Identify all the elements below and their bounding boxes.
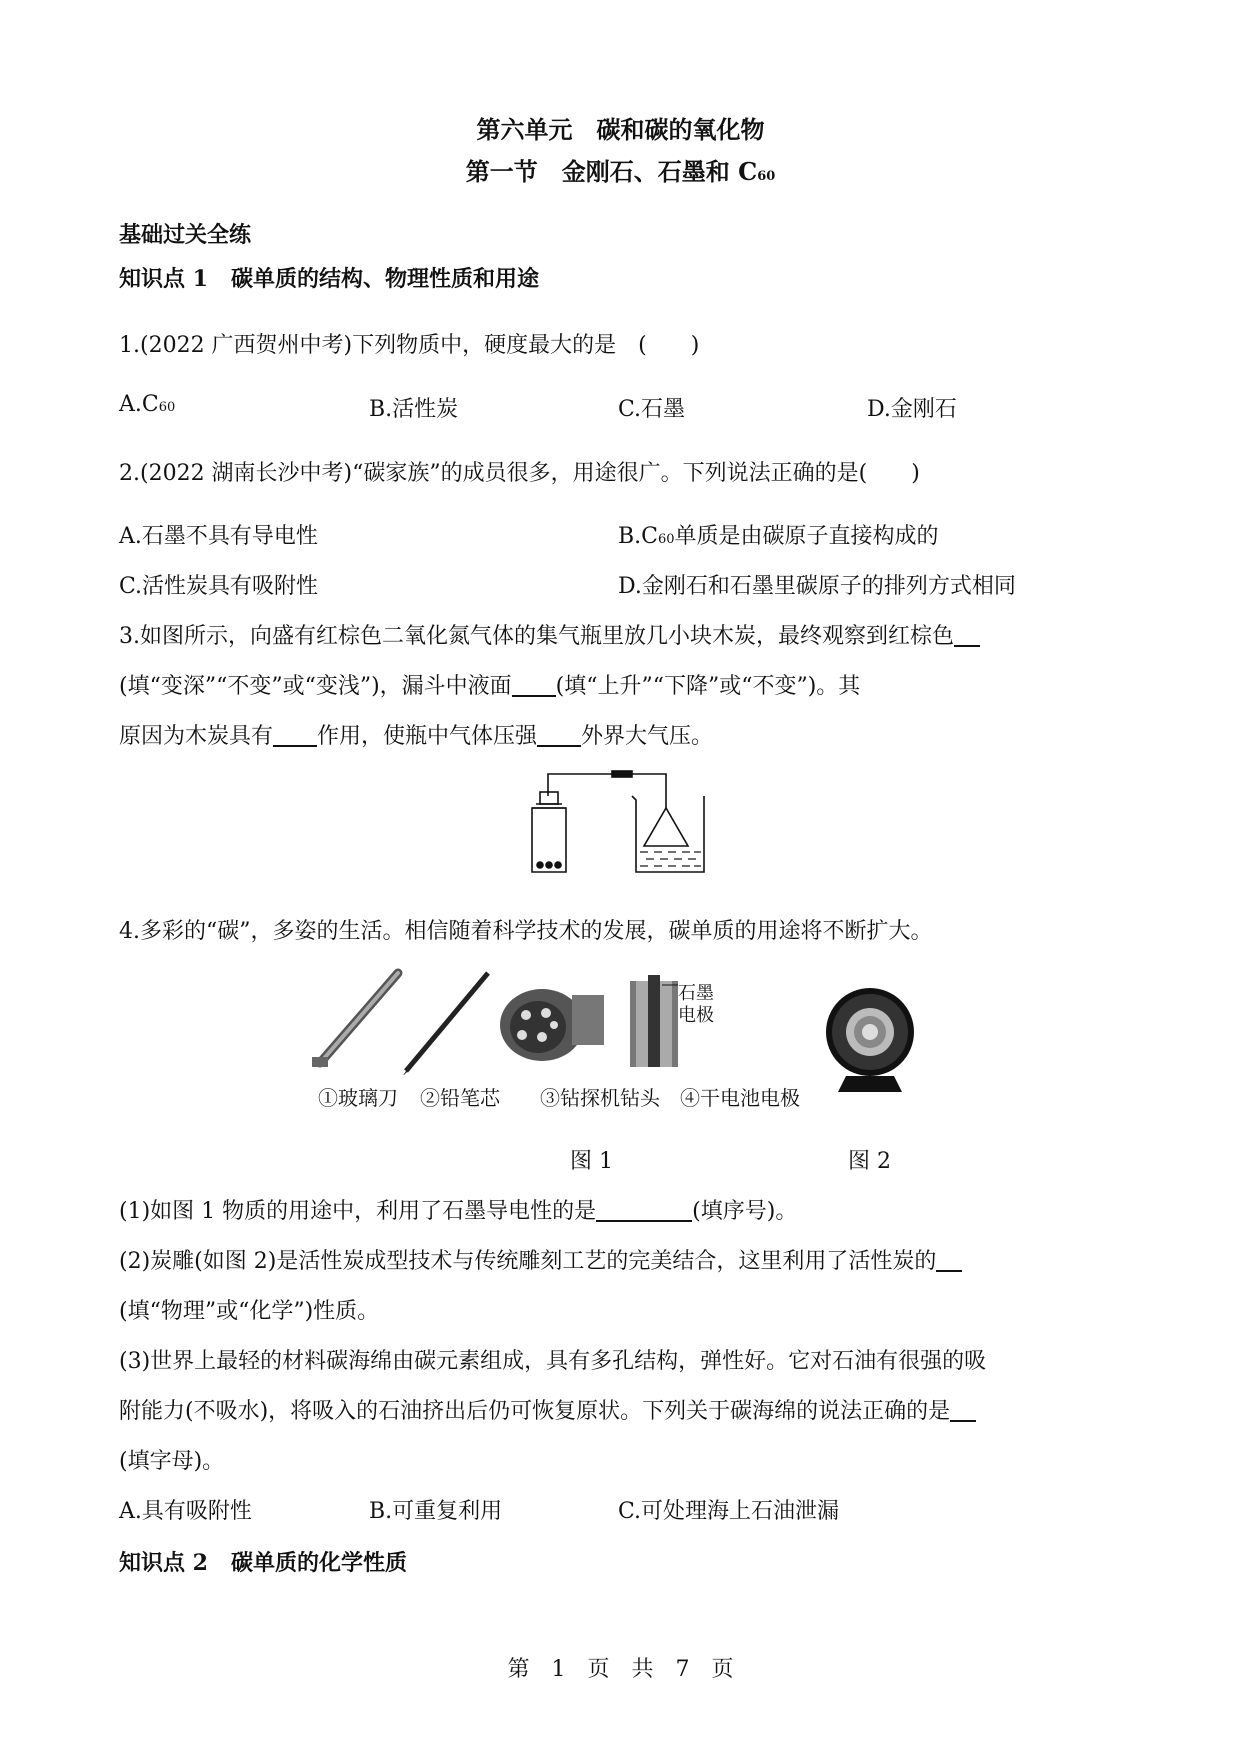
charcoal-piece	[537, 862, 543, 868]
knowledge-point-2	[119, 1546, 407, 1577]
graphite-label-1: 石墨	[678, 983, 714, 1004]
knowledge-point-1	[119, 262, 539, 293]
q4-blank-2[interactable]	[936, 1248, 962, 1272]
q3-blank-4[interactable]	[537, 723, 581, 747]
pencil-icon	[402, 973, 488, 1075]
figure-1-item-1: ①玻璃刀	[318, 1086, 398, 1110]
section-title-main: 第一节 金刚石、石墨和 C	[465, 157, 758, 186]
q1-option-a: A.C60	[119, 392, 176, 417]
kp1-label: 知识点 1	[119, 266, 208, 292]
question-3-line-2: (填“变深”“不变”或“变浅”)，漏斗中液面 (填“上升”“下降”或“不变”)。其	[119, 674, 861, 699]
kp2-label: 知识点 2	[119, 1550, 208, 1576]
q4-sub-2-line-1: (2)炭雕(如图 2)是活性炭成型技术与传统雕刻工艺的完美结合，这里利用了活性炭的	[119, 1244, 962, 1275]
drill-bit-icon	[500, 989, 604, 1061]
connecting-tube	[548, 774, 666, 808]
liquid	[640, 852, 701, 866]
beaker	[632, 796, 704, 872]
q3-blank-2[interactable]	[512, 673, 556, 697]
q4-sub-2-line-2: (填“物理”或“化学”)性质。	[119, 1299, 380, 1324]
q4-blank-1[interactable]	[596, 1198, 692, 1222]
q1-option-d: D.金刚石	[867, 397, 957, 422]
page-footer: 第 1 页 共 7 页	[507, 1657, 734, 1682]
figure-1-item-4: ④干电池电极	[680, 1086, 800, 1110]
unit-title: 第六单元 碳和碳的氧化物	[476, 115, 765, 144]
figure-2-caption: 图 2	[848, 1149, 891, 1174]
q4-blank-3[interactable]	[950, 1398, 976, 1422]
q4-sub-1: (1)如图 1 物质的用途中，利用了石墨导电性的是 (填序号)。	[119, 1199, 798, 1224]
q2-option-a: A.石墨不具有导电性	[119, 524, 318, 549]
question-3-line-3: 原因为木炭具有 作用，使瓶中气体压强 外界大气压。	[119, 724, 714, 749]
apparatus-figure	[520, 768, 720, 878]
q2-option-d: D.金刚石和石墨里碳原子的排列方式相同	[618, 574, 1016, 599]
kp1-title: 碳单质的结构、物理性质和用途	[230, 266, 539, 292]
section-basic-heading: 基础过关全练	[119, 222, 252, 248]
question-2-stem: 2.(2022 湖南长沙中考)“碳家族”的成员很多，用途很广。下列说法正确的是( )	[119, 461, 920, 486]
question-3-line-1: 3.如图所示，向盛有红棕色二氧化氮气体的集气瓶里放几小块木炭，最终观察到红棕色	[119, 619, 980, 650]
q2-option-b: B.C60单质是由碳原子直接构成的	[618, 524, 939, 549]
q3-blank-3[interactable]	[273, 723, 317, 747]
q1-option-b: B.活性炭	[369, 397, 459, 422]
graphite-label-2: 电极	[678, 1005, 714, 1026]
funnel	[644, 808, 688, 846]
charcoal-piece	[555, 862, 561, 868]
q4-sub-3-option-a: A.具有吸附性	[119, 1499, 252, 1524]
figure-1-caption: 图 1	[570, 1149, 613, 1174]
q4-sub-3-line-2: 附能力(不吸水)，将吸入的石油挤出后仍可恢复原状。下列关于碳海绵的说法正确的是	[119, 1394, 976, 1425]
q3-blank-1[interactable]	[954, 623, 980, 647]
kp2-title: 碳单质的化学性质	[230, 1550, 407, 1576]
section-title-subscript: 60	[757, 169, 776, 184]
glass-cutter-icon	[312, 973, 398, 1067]
figure-1-illustrations	[310, 965, 800, 1075]
q4-sub-3-option-b: B.可重复利用	[369, 1499, 503, 1524]
figure-2-carbon-sculpture	[818, 984, 928, 1096]
bottle-stopper	[540, 792, 558, 804]
carbon-carving-icon	[826, 988, 914, 1092]
q4-sub-3-line-1: (3)世界上最轻的材料碳海绵由碳元素组成，具有多孔结构，弹性好。它对石油有很强的吸	[119, 1349, 987, 1374]
q4-sub-3-option-c: C.可处理海上石油泄漏	[618, 1499, 840, 1524]
q4-sub-3-line-3: (填字母)。	[119, 1449, 225, 1474]
charcoal-piece	[546, 862, 552, 868]
figure-1-item-2: ②铅笔芯	[420, 1086, 500, 1110]
figure-1-item-3: ③钻探机钻头	[540, 1086, 660, 1110]
question-4-stem: 4.多彩的“碳”，多姿的生活。相信随着科学技术的发展，碳单质的用途将不断扩大。	[119, 919, 933, 944]
q1-option-c: C.石墨	[618, 397, 686, 422]
section-title	[0, 152, 1241, 187]
q2-option-c: C.活性炭具有吸附性	[119, 574, 319, 599]
dry-battery-icon	[630, 975, 678, 1067]
question-1-stem: 1.(2022 广西贺州中考)下列物质中，硬度最大的是 ( )	[119, 333, 700, 358]
rubber-connector	[612, 771, 632, 777]
